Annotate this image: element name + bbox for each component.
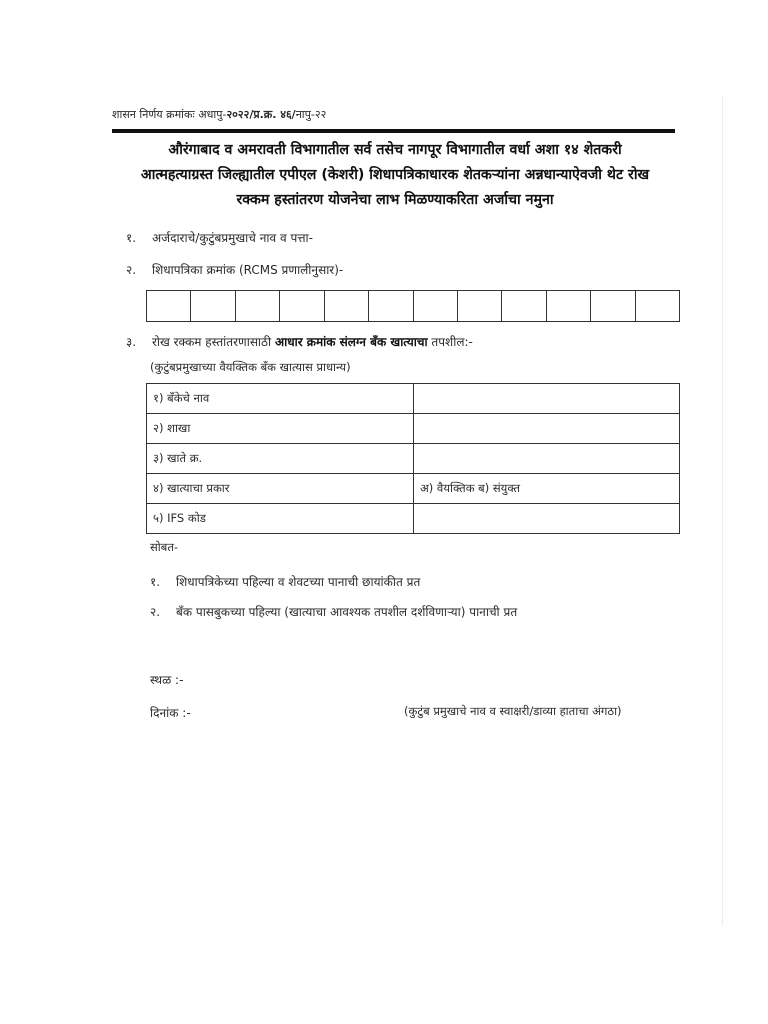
account-type-field[interactable]: अ) वैयक्तिक ब) संयुक्त <box>414 474 680 504</box>
ration-digit-box[interactable] <box>280 291 324 321</box>
ration-digit-box[interactable] <box>236 291 280 321</box>
title-line-2: आत्महत्याग्रस्त जिल्ह्यातील एपीएल (केशरी) शिधापत्रिकाधारक शेतकऱ्यांना अन्नधान्याऐवजी थेट रोख <box>140 167 650 183</box>
item-applicant-name: १. अर्जदाराचे/कुटुंबप्रमुखाचे नाव व पत्ता- <box>126 231 313 245</box>
table-row <box>147 384 680 414</box>
ration-digit-box[interactable] <box>414 291 458 321</box>
ration-digit-box[interactable] <box>547 291 591 321</box>
bank-name-label: १) बँकेचे नाव <box>147 384 414 414</box>
item-ration-card-number: २. शिधापत्रिका क्रमांक (RCMS प्रणालीनुसार)- <box>126 263 344 277</box>
attachments-heading: सोबत- <box>150 540 179 554</box>
item-bank-details: ३. रोख रक्कम हस्तांतरणासाठी आधार क्रमांक संलग्न बँक खात्याचा तपशील:- <box>126 335 473 349</box>
account-number-field[interactable] <box>414 444 680 474</box>
title-line-1: औरंगाबाद व अमरावती विभागातील सर्व तसेच नागपूर विभागातील वर्धा अशा १४ शेतकरी <box>168 142 622 158</box>
ration-digit-box[interactable] <box>147 291 191 321</box>
date-label: दिनांक :- <box>150 706 191 720</box>
ration-digit-box[interactable] <box>591 291 635 321</box>
attachment-item: १. शिधापत्रिकेच्या पहिल्या व शेवटच्या पानाची छायांकीत प्रत <box>150 575 421 589</box>
bank-details-table <box>146 383 680 534</box>
table-row <box>147 444 680 474</box>
gr-reference-number: शासन निर्णय क्रमांकः अधापु-२०२२/प्र.क्र. ४६/नापु-२२ <box>112 108 327 121</box>
account-number-label: ३) खाते क्र. <box>147 444 414 474</box>
table-row <box>147 414 680 444</box>
signature-label: (कुटुंब प्रमुखाचे नाव व स्वाक्षरी/डाव्या हाताचा अंगठा) <box>404 704 622 718</box>
bank-name-field[interactable] <box>414 384 680 414</box>
ration-digit-box[interactable] <box>502 291 546 321</box>
ifs-code-label: ५) IFS कोड <box>147 504 414 534</box>
header-rule <box>112 129 675 133</box>
ration-digit-box[interactable] <box>636 291 679 321</box>
ration-digit-box[interactable] <box>458 291 502 321</box>
ifs-code-field[interactable] <box>414 504 680 534</box>
page-edge-line <box>722 96 723 926</box>
branch-field[interactable] <box>414 414 680 444</box>
table-row <box>147 504 680 534</box>
bank-details-note: (कुटुंबप्रमुखाच्या वैयक्तिक बँक खात्यास प्राधान्य) <box>150 360 351 374</box>
title-line-3: रक्कम हस्तांतरण योजनेचा लाभ मिळण्याकरिता अर्जाचा नमुना <box>236 192 554 208</box>
branch-label: २) शाखा <box>147 414 414 444</box>
place-label: स्थळ :- <box>150 673 184 687</box>
ration-digit-box[interactable] <box>369 291 413 321</box>
ration-digit-box[interactable] <box>325 291 369 321</box>
account-type-label: ४) खात्याचा प्रकार <box>147 474 414 504</box>
ration-digit-box[interactable] <box>191 291 235 321</box>
table-row <box>147 474 680 504</box>
document-title <box>105 138 685 213</box>
ration-card-number-boxes <box>146 290 680 322</box>
attachment-item: २. बँक पासबुकच्या पहिल्या (खात्याचा आवश्यक तपशील दर्शविणाऱ्या) पानाची प्रत <box>150 605 518 619</box>
